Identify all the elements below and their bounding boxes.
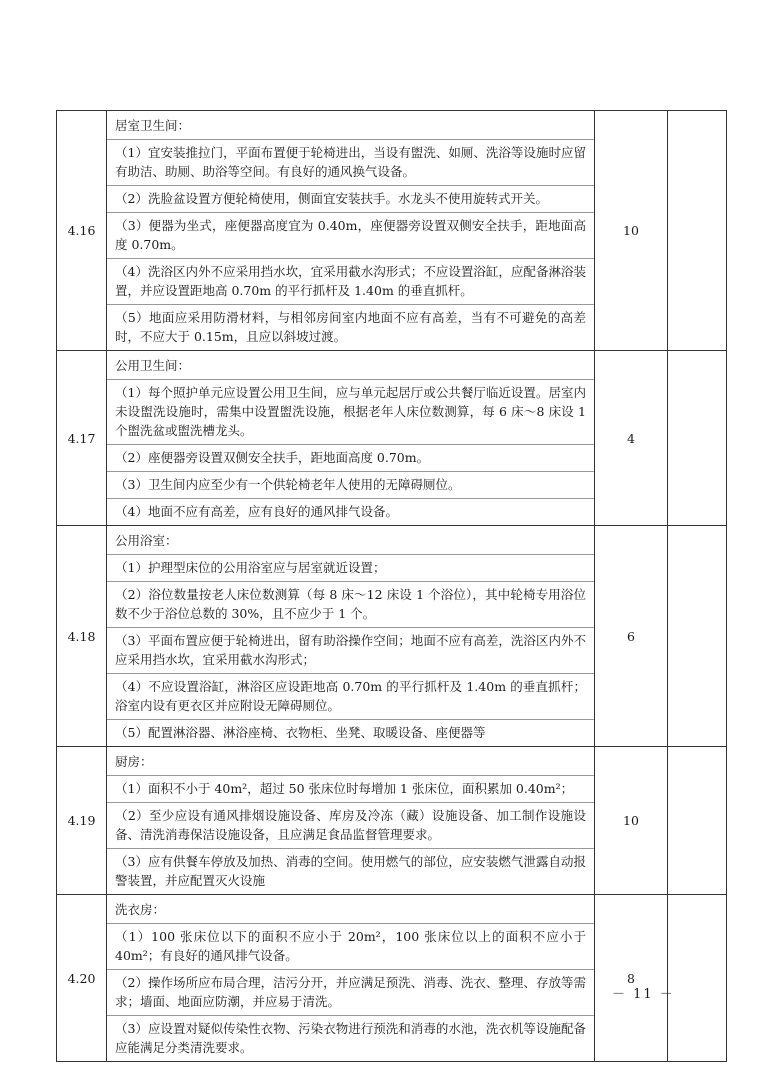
requirement-content xyxy=(107,351,595,526)
item-number: 4.20 xyxy=(57,895,107,1062)
requirement-item: （3）应设置对疑似传染性衣物、污染衣物进行预洗和消毒的水池，洗衣机等设施配备应能满足分类清洗要求。 xyxy=(107,1015,594,1061)
requirement-item: （2）操作场所应布局合理，洁污分开，并应满足预洗、消毒、洗衣、整理、存放等需求；墙面、地面应防潮，并应易于清洗。 xyxy=(107,969,594,1015)
score-cell: 8 xyxy=(595,895,668,1062)
requirement-item: （4）洗浴区内外不应采用挡水坎，宜采用截水沟形式；不应设置浴缸，应配备淋浴装置，并应设置距地高 0.70m 的平行抓杆及 1.40m 的垂直抓杆。 xyxy=(107,258,594,304)
requirement-item: （5）地面应采用防滑材料，与相邻房间室内地面不应有高差，当有不可避免的高差时，不应大于 0.15m，且应以斜坡过渡。 xyxy=(107,304,594,350)
requirement-item: （2）浴位数量按老人床位数测算（每 8 床～12 床设 1 个浴位），其中轮椅专用浴位数不少于浴位总数的 30%，且不应少于 1 个。 xyxy=(107,581,594,627)
requirement-item: （1）护理型床位的公用浴室应与居室就近设置； xyxy=(107,554,594,581)
requirement-item: （1）面积不小于 40m²，超过 50 张床位时每增加 1 张床位，面积累加 0.40m²； xyxy=(107,775,594,802)
requirement-title: 厨房： xyxy=(115,754,153,769)
requirement-item: （1）100 张床位以下的面积不应小于 20m²，100 张床位以上的面积不应小于 40m²；有良好的通风排气设备。 xyxy=(107,923,594,969)
item-number: 4.19 xyxy=(57,747,107,895)
requirement-item: （5）配置淋浴器、淋浴座椅、衣物柜、坐凳、取暖设备、座便器等 xyxy=(107,719,594,746)
requirement-title: 公用浴室： xyxy=(115,533,178,548)
requirement-item: （2）至少应设有通风排烟设施设备、库房及冷冻（藏）设施设备、加工制作设施设备、清洗消毒保洁设施设备，且应满足食品监督管理要求。 xyxy=(107,802,594,848)
requirement-content xyxy=(107,111,595,351)
requirement-item: （1）宜安装推拉门，平面布置便于轮椅进出，当设有盥洗、如厕、洗浴等设施时应留有助洁、助厕、助浴等空间。有良好的通风换气设备。 xyxy=(107,139,594,185)
requirement-title: 洗衣房： xyxy=(115,902,166,917)
requirement-item: （3）平面布置应便于轮椅进出，留有助浴操作空间；地面不应有高差，洗浴区内外不应采用挡水坎，宜采用截水沟形式； xyxy=(107,627,594,673)
requirement-item: （4）不应设置浴缸，淋浴区应设距地高 0.70m 的平行抓杆及 1.40m 的垂直抓杆；浴室内设有更衣区并应附设无障碍厕位。 xyxy=(107,673,594,719)
table-row xyxy=(57,526,727,747)
page-number: － 11 － xyxy=(612,987,675,1002)
requirement-item: （3）便器为坐式，座便器高度宜为 0.40m，座便器旁设置双侧安全扶手，距地面高度 0.70m。 xyxy=(107,212,594,258)
blank-cell xyxy=(668,526,727,747)
score-cell: 4 xyxy=(595,351,668,526)
item-number: 4.16 xyxy=(57,111,107,351)
score-cell: 6 xyxy=(595,526,668,747)
requirement-item: （1）每个照护单元应设置公用卫生间，应与单元起居厅或公共餐厅临近设置。居室内未设盥洗设施时，需集中设置盥洗设施，根据老年人床位数测算，每 6 床～8 床设 1 个盥洗盆或盥洗槽龙头。 xyxy=(107,379,594,444)
requirement-content xyxy=(107,526,595,747)
score-cell: 10 xyxy=(595,111,668,351)
requirement-content xyxy=(107,747,595,895)
requirement-item: （2）座便器旁设置双侧安全扶手，距地面高度 0.70m。 xyxy=(107,444,594,471)
standards-table xyxy=(56,110,727,1062)
requirement-item: （3）卫生间内应至少有一个供轮椅老年人使用的无障碍厕位。 xyxy=(107,471,594,498)
requirement-item: （3）应有供餐车停放及加热、消毒的空间。使用燃气的部位，应安装燃气泄露自动报警装置，并应配置灭火设施 xyxy=(107,848,594,894)
requirement-title: 公用卫生间： xyxy=(115,358,191,373)
requirement-item: （4）地面不应有高差，应有良好的通风排气设备。 xyxy=(107,498,594,525)
blank-cell xyxy=(668,111,727,351)
item-number: 4.18 xyxy=(57,526,107,747)
blank-cell xyxy=(668,747,727,895)
requirement-item: （2）洗脸盆设置方便轮椅使用，侧面宜安装扶手。水龙头不使用旋转式开关。 xyxy=(107,185,594,212)
table-body xyxy=(57,111,727,1062)
table-row xyxy=(57,895,727,1062)
score-cell: 10 xyxy=(595,747,668,895)
table-row xyxy=(57,351,727,526)
requirement-content xyxy=(107,895,595,1062)
item-number: 4.17 xyxy=(57,351,107,526)
requirement-title: 居室卫生间： xyxy=(115,118,191,133)
table-row xyxy=(57,111,727,351)
table-row xyxy=(57,747,727,895)
blank-cell xyxy=(668,895,727,1062)
blank-cell xyxy=(668,351,727,526)
